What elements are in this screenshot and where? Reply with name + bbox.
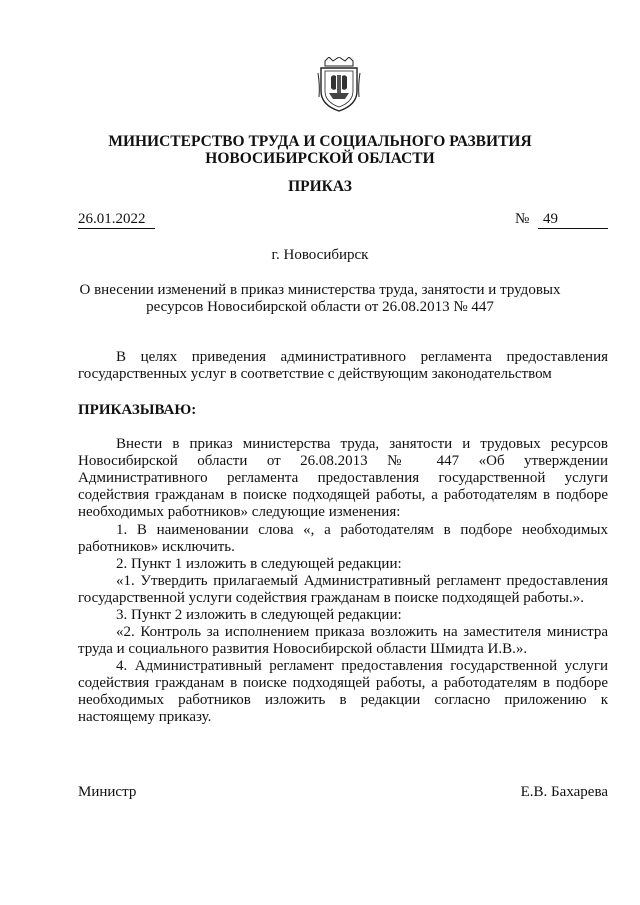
paragraph-item-2: 2. Пункт 1 изложить в следующей редакции: <box>116 556 402 572</box>
ministry-name-line1: МИНИСТЕРСТВО ТРУДА И СОЦИАЛЬНОГО РАЗВИТИЯ <box>108 133 532 150</box>
subject-line2: ресурсов Новосибирской области от 26.08.2013 № 447 <box>146 299 494 315</box>
coat-of-arms-icon <box>317 57 361 113</box>
number-label: № <box>515 211 530 227</box>
paragraph-item-4: 4. Административный регламент предоставления государственной услуги содействия гражданам в поиске подходящей работы, а работодателям в подборе необходимых работников изложить в редакции согласно приложению к настоящему приказу. <box>78 658 608 725</box>
order-word: ПРИКАЗЫВАЮ: <box>78 402 197 418</box>
paragraph-item-3-text: «2. Контроль за исполнением приказа возложить на заместителя министра труда и социального развития Новосибирской области Шмидта И.В.». <box>78 624 608 657</box>
signer-position: Министр <box>78 784 137 800</box>
document-number: 49 <box>538 211 608 229</box>
paragraph-item-1: 1. В наименовании слова «, а работодателям в подборе необходимых работников» исключить. <box>78 522 608 555</box>
document-type: ПРИКАЗ <box>288 178 352 195</box>
signer-name: Е.В. Бахарева <box>520 784 608 800</box>
document-date: 26.01.2022 <box>78 211 155 229</box>
ministry-name-line2: НОВОСИБИРСКОЙ ОБЛАСТИ <box>205 150 435 167</box>
paragraph-item-2-text: «1. Утвердить прилагаемый Административный регламент предоставления государственной услуги содействия гражданам в поиске подходящей работы.». <box>78 573 608 606</box>
city: г. Новосибирск <box>271 247 369 263</box>
preamble-paragraph: В целях приведения административного регламента предоставления государственных услуг в соответствие с действующим законодательством <box>78 349 608 382</box>
paragraph-item-3: 3. Пункт 2 изложить в следующей редакции: <box>116 607 402 623</box>
paragraph-intro: Внести в приказ министерства труда, занятости и трудовых ресурсов Новосибирской области от 26.08.2013 № 447 «Об утверждении Административного регламента предоставления государственной услуги содействия гражданам в поиске подходящей работы, а работодателям в подборе необходимых работников» следующие изменения: <box>78 436 608 520</box>
subject-line1: О внесении изменений в приказ министерства труда, занятости и трудовых <box>79 282 561 298</box>
